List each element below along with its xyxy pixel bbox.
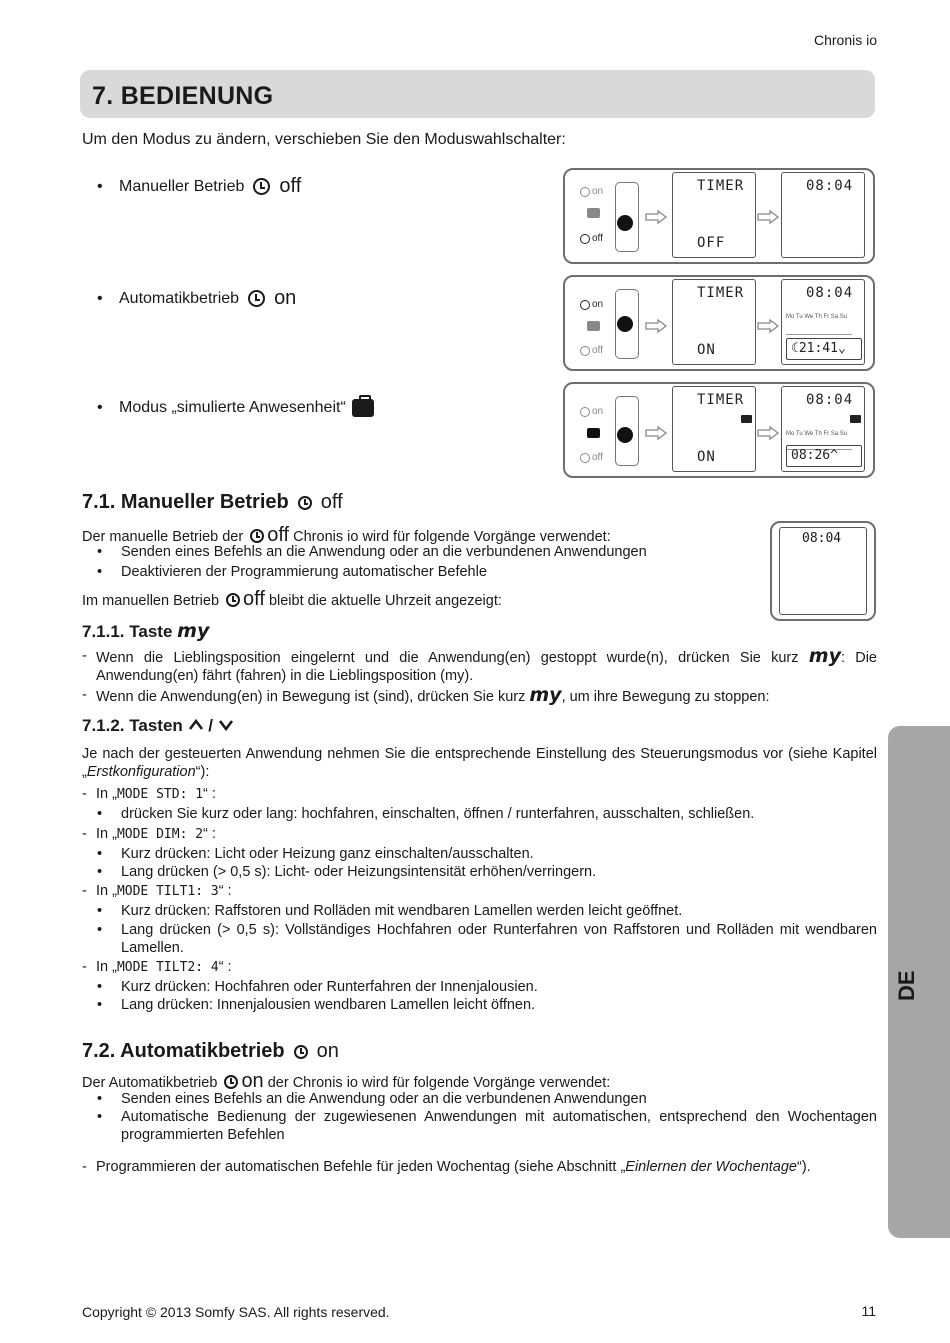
switch-knob	[617, 215, 633, 231]
paragraph: Im manuellen Betrieb off bleibt die aktuelle Uhrzeit angezeigt:	[82, 588, 502, 610]
suitcase-icon	[352, 399, 374, 417]
clock-icon	[580, 187, 590, 197]
suitcase-icon	[587, 208, 600, 218]
chevron-down-icon	[218, 717, 234, 733]
dash-item: - Wenn die Anwendung(en) in Bewegung ist (sind), drücken Sie kurz my, um ihre Bewegung zu stoppen:	[82, 684, 770, 706]
program-row	[786, 326, 852, 335]
mode-suffix: off	[279, 175, 302, 197]
chevron-up-icon	[188, 717, 204, 733]
mode-label: Manueller Betrieb	[119, 177, 245, 195]
mode-item-manual: • Manueller Betrieb off	[97, 175, 302, 197]
clock-icon	[580, 346, 590, 356]
clock-icon	[298, 496, 312, 510]
suitcase-icon	[587, 428, 600, 438]
mode-item-auto: • Automatikbetrieb on	[97, 287, 297, 309]
paragraph: Je nach der gesteuerten Anwendung nehmen Sie die entsprechende Einstellung des Steuerungsmodus vor (siehe Kapitel „Erstkonfiguration“):	[82, 746, 877, 780]
clock-icon	[250, 529, 264, 543]
heading-7-1-1: 7.1.1. Taste my	[82, 620, 210, 642]
page-number: 11	[861, 1303, 876, 1319]
footer-copyright: Copyright © 2013 Somfy SAS. All rights reserved.	[82, 1304, 390, 1320]
arrow-right-icon	[757, 319, 779, 333]
language-tab-label: DE	[894, 970, 919, 1001]
lcd-current-time: 08:04	[770, 521, 876, 621]
arrow-right-icon	[645, 426, 667, 440]
lcd-timer: TIMER ON	[672, 279, 756, 365]
suitcase-icon	[587, 321, 600, 331]
suitcase-icon	[850, 415, 861, 423]
switch-off-label: off	[580, 345, 603, 356]
header-brand: Chronis io	[813, 32, 877, 48]
switch-off-label: off	[580, 452, 603, 463]
switch-on-label: on	[580, 186, 603, 197]
lcd-display: ☾21:41⌄	[786, 338, 862, 360]
suitcase-icon	[741, 415, 752, 423]
clock-icon	[580, 453, 590, 463]
clock-icon	[248, 290, 265, 307]
dash-item: - Wenn die Lieblingsposition eingelernt und die Anwendung(en) gestoppt wurde(n), drücken Sie kurz my: Die Anwendung(en) fährt (fahren) in die Lieblingsposition (my).	[82, 645, 877, 684]
arrow-right-icon	[645, 210, 667, 224]
arrow-right-icon	[757, 426, 779, 440]
lcd-clock: 08:04	[781, 172, 865, 258]
list-item: • Senden eines Befehls an die Anwendung oder an die verbundenen Anwendungen	[97, 1091, 647, 1107]
weekday-row: Mo Tu We Th Fr Sa Su	[786, 314, 848, 320]
lcd-clock: 08:04 Mo Tu We Th Fr Sa Su 08:26^	[781, 386, 865, 472]
list-item: • Automatische Bedienung der zugewiesenen Anwendungen mit automatischen, entsprechend den Wochentagen programmierten Befehlen	[97, 1109, 877, 1143]
my-button-icon: my	[177, 620, 210, 642]
switch-on-label: on	[580, 299, 603, 310]
lcd-timer: TIMER ON	[672, 386, 756, 472]
lcd-display: 08:26^	[786, 445, 862, 467]
clock-icon	[224, 1075, 238, 1089]
weekday-row: Mo Tu We Th Fr Sa Su	[786, 431, 848, 437]
mode-label: Modus „simulierte Anwesenheit“	[119, 399, 346, 416]
list-item: • Kurz drücken: Licht oder Heizung ganz einschalten/ausschalten.	[97, 846, 534, 862]
mode-heading: - In „MODE TILT1: 3“ :	[82, 883, 232, 899]
clock-icon	[253, 178, 270, 195]
list-item: • Kurz drücken: Raffstoren und Rolläden mit wendbaren Lamellen werden leicht geöffnet.	[97, 903, 683, 919]
mode-label: Automatikbetrieb	[119, 289, 240, 307]
list-item: • Kurz drücken: Hochfahren oder Runterfahren der Innenjalousien.	[97, 979, 538, 995]
clock-icon	[580, 407, 590, 417]
section-title: 7. BEDIENUNG	[92, 82, 274, 110]
arrow-right-icon	[645, 319, 667, 333]
my-button-icon: my	[529, 684, 562, 706]
clock-icon	[580, 234, 590, 244]
switch-on-label: on	[580, 406, 603, 417]
list-item: • Lang drücken: Innenjalousien wendbaren Lamellen leicht öffnen.	[97, 997, 536, 1013]
my-button-icon: my	[808, 645, 841, 667]
switch-knob	[617, 316, 633, 332]
diagram-presence	[563, 382, 875, 478]
clock-icon	[580, 300, 590, 310]
paragraph: Der manuelle Betrieb der off Chronis io wird für folgende Vorgänge verwendet:	[82, 524, 611, 546]
switch-knob	[617, 427, 633, 443]
lcd-clock: 08:04 Mo Tu We Th Fr Sa Su ☾21:41⌄	[781, 279, 865, 365]
list-item: • Senden eines Befehls an die Anwendung oder an die verbundenen Anwendungen	[97, 544, 647, 560]
clock-icon	[226, 593, 240, 607]
list-item: • Lang drücken (> 0,5 s): Licht- oder Heizungsintensität erhöhen/verringern.	[97, 864, 597, 880]
mode-heading: - In „MODE TILT2: 4“ :	[82, 959, 232, 975]
heading-7-1-2: 7.1.2. Tasten /	[82, 716, 234, 736]
mode-heading: - In „MODE STD: 1“ :	[82, 786, 216, 802]
diagram-manual	[563, 168, 875, 264]
switch-off-label: off	[580, 233, 603, 244]
heading-7-2: 7.2. Automatikbetrieb on	[82, 1040, 339, 1062]
dash-item: - Programmieren der automatischen Befehle für jeden Wochentag (siehe Abschnitt „Einlernen der Wochentage“).	[82, 1159, 811, 1175]
list-item: • drücken Sie kurz oder lang: hochfahren, einschalten, öffnen / runterfahren, ausschalten, schließen.	[97, 806, 755, 822]
diagram-auto	[563, 275, 875, 371]
list-item: • Lang drücken (> 0,5 s): Vollständiges Hochfahren oder Runterfahren von Raffstoren und Rolläden mit wendbaren Lamellen.	[97, 922, 877, 956]
list-item: • Deaktivieren der Programmierung automatischer Befehle	[97, 564, 487, 580]
mode-heading: - In „MODE DIM: 2“ :	[82, 826, 216, 842]
intro-text: Um den Modus zu ändern, verschieben Sie den Moduswahlschalter:	[82, 131, 566, 148]
mode-suffix: on	[274, 287, 297, 309]
paragraph: Der Automatikbetrieb on der Chronis io wird für folgende Vorgänge verwendet:	[82, 1070, 611, 1092]
heading-7-1: 7.1. Manueller Betrieb off	[82, 491, 343, 513]
arrow-right-icon	[757, 210, 779, 224]
clock-icon	[294, 1045, 308, 1059]
lcd-timer: TIMER OFF	[672, 172, 756, 258]
mode-item-presence: • Modus „simulierte Anwesenheit“	[97, 399, 374, 417]
